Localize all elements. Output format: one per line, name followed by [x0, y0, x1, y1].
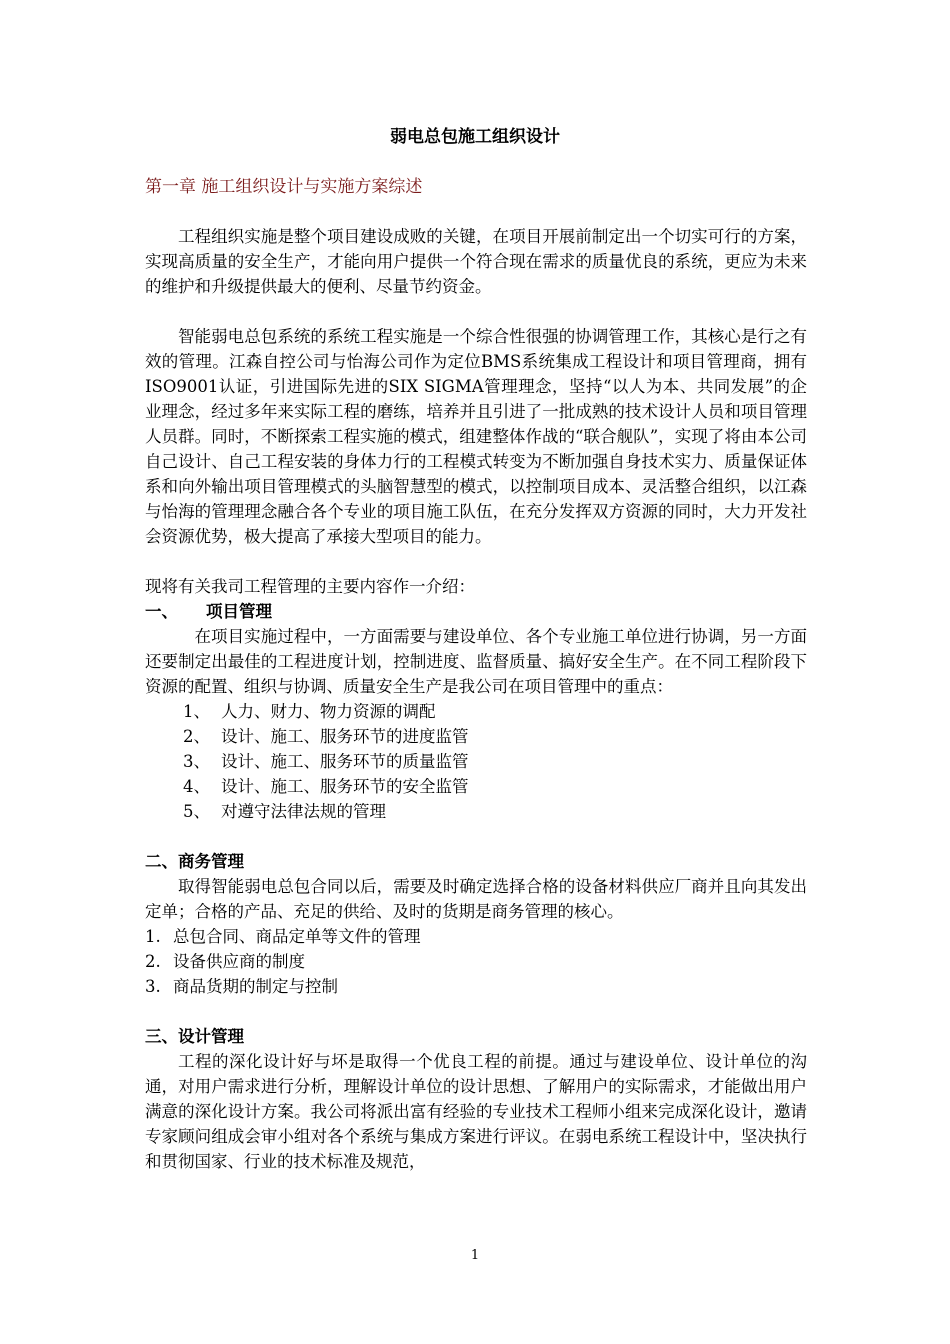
intro-paragraph-1: 工程组织实施是整个项目建设成败的关键，在项目开展前制定出一个切实可行的方案，实现高质量的安全生产，才能向用户提供一个符合现在需求的质量优良的系统，更应为未来的维护和升级提供最大的便利、尽量节约资金。	[145, 227, 807, 296]
list-item	[145, 949, 807, 974]
section-1-number: 一、	[145, 602, 178, 621]
list-item-text: 商品货期的制定与控制	[173, 977, 338, 996]
lead-in-text: 现将有关我司工程管理的主要内容作一介绍：	[145, 577, 475, 596]
section-3-heading: 三、设计管理	[145, 1027, 244, 1046]
section-1-heading	[145, 599, 807, 624]
list-item	[145, 774, 807, 799]
list-item-number: 2.	[145, 952, 161, 971]
page-number: 1	[470, 1248, 480, 1263]
document-body	[145, 224, 807, 1174]
document-title: 弱电总包施工组织设计	[390, 127, 560, 147]
section-3-paragraph: 工程的深化设计好与坏是取得一个优良工程的前提。通过与建设单位、设计单位的沟通，对用户需求进行分析，理解设计单位的设计思想、了解用户的实际需求，才能做出用户满意的深化设计方案。我公司将派出富有经验的专业技术工程师小组来完成深化设计，邀请专家顾问组成会审小组对各个系统与集成方案进行评议。在弱电系统工程设计中，坚决执行和贯彻国家、行业的技术标准及规范，	[145, 1052, 807, 1171]
list-item	[145, 799, 807, 824]
list-item-number: 2、	[183, 727, 210, 746]
chapter-title: 第一章 施工组织设计与实施方案综述	[145, 177, 423, 197]
list-item-text: 设计、施工、服务环节的进度监管	[221, 727, 469, 746]
intro-paragraph-2: 智能弱电总包系统的系统工程实施是一个综合性很强的协调管理工作，其核心是行之有效的管理。江森自控公司与怡海公司作为定位BMS系统集成工程设计和项目管理商，拥有ISO9001认证，引进国际先进的SIX SIGMA管理理念，坚持“以人为本、共同发展”的企业理念，经过多年来实际工程的磨练，培养并且引进了一批成熟的技术设计人员和项目管理人员群。同时，不断探索工程实施的模式，组建整体作战的“联合舰队”，实现了将由本公司自己设计、自己工程安装的身体力行的工程模式转变为不断加强自身技术实力、质量保证体系和向外输出项目管理模式的头脑智慧型的模式，以控制项目成本、灵活整合组织，以江森与怡海的管理理念融合各个专业的项目施工队伍，在充分发挥双方资源的同时，大力开发社会资源优势，极大提高了承接大型项目的能力。	[145, 327, 807, 546]
list-item-number: 3.	[145, 977, 161, 996]
section-1-paragraph: 在项目实施过程中，一方面需要与建设单位、各个专业施工单位进行协调，另一方面还要制定出最佳的工程进度计划，控制进度、监督质量、搞好安全生产。在不同工程阶段下资源的配置、组织与协调、质量安全生产是我公司在项目管理中的重点：	[145, 627, 807, 696]
list-item-number: 5、	[183, 802, 210, 821]
section-2-heading: 二、商务管理	[145, 852, 244, 871]
list-item-text: 设计、施工、服务环节的安全监管	[221, 777, 469, 796]
list-item-text: 设备供应商的制度	[173, 952, 305, 971]
list-item	[145, 699, 807, 724]
list-item-number: 3、	[183, 752, 210, 771]
list-item	[145, 724, 807, 749]
list-item-number: 4、	[183, 777, 210, 796]
list-item-text: 总包合同、商品定单等文件的管理	[173, 927, 421, 946]
list-item	[145, 924, 807, 949]
list-item-text: 人力、财力、物力资源的调配	[221, 702, 436, 721]
list-item	[145, 749, 807, 774]
list-item-text: 对遵守法律法规的管理	[221, 802, 386, 821]
list-item	[145, 974, 807, 999]
list-item-number: 1、	[183, 702, 210, 721]
section-1-title: 项目管理	[206, 602, 272, 621]
list-item-number: 1.	[145, 927, 161, 946]
list-item-text: 设计、施工、服务环节的质量监管	[221, 752, 469, 771]
section-2-paragraph: 取得智能弱电总包合同以后，需要及时确定选择合格的设备材料供应厂商并且向其发出定单；合格的产品、充足的供给、及时的货期是商务管理的核心。	[145, 877, 807, 921]
